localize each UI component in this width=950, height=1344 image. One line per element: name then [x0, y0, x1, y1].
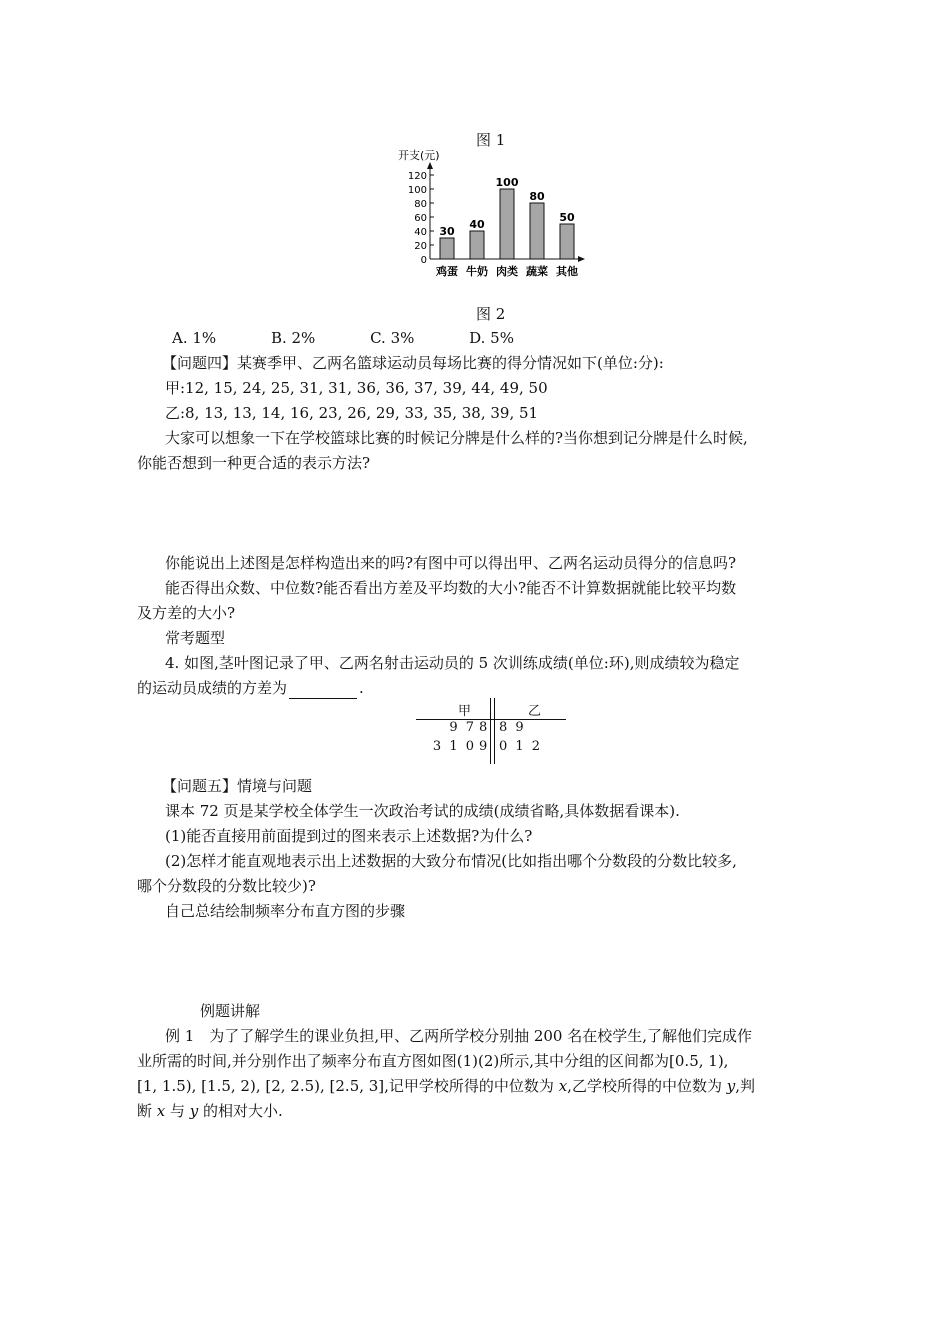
option-a[interactable]: A. 1% — [172, 329, 217, 347]
figure-2-caption: 图 2 — [476, 305, 506, 323]
x-axis-arrow — [578, 256, 585, 262]
variable-x: x — [156, 1102, 166, 1120]
scores-yi: 乙:8, 13, 13, 14, 16, 23, 26, 29, 33, 35, 38, 39, 51 — [165, 404, 539, 422]
variable-x: x — [558, 1077, 568, 1095]
text-run: ,判 — [735, 1077, 755, 1095]
leaf-left-row-2: 3 1 0 — [432, 739, 476, 754]
exercise-4-line2 — [137, 677, 364, 699]
paragraph-line: 自己总结绘制频率分布直方图的步骤 — [165, 902, 406, 920]
text-run: 断 — [137, 1102, 157, 1120]
example-1-line2: 业所需的时间,并分别作出了频率分布直方图如图(1)(2)所示,其中分组的区间都为[0.5, 1), — [137, 1052, 729, 1070]
bar — [500, 189, 514, 259]
section-heading: 常考题型 — [165, 629, 226, 647]
y-axis-label: 开支(元) — [398, 149, 440, 162]
bar — [560, 224, 574, 259]
y-tick-label: 40 — [414, 227, 427, 238]
variable-y: y — [726, 1077, 736, 1095]
figure-1-caption: 图 1 — [476, 131, 506, 149]
example-1-line3 — [137, 1075, 755, 1097]
y-axis-arrow — [427, 162, 433, 169]
y-tick-label: 60 — [414, 213, 427, 224]
bar — [470, 231, 484, 259]
stem-leaf-plot — [416, 698, 566, 764]
right-header: 乙 — [528, 704, 542, 719]
category-label: 蔬菜 — [526, 265, 548, 278]
y-tick-label: 100 — [407, 185, 427, 196]
option-d[interactable]: D. 5% — [469, 329, 514, 347]
variable-y: y — [189, 1102, 199, 1120]
paragraph-line: 哪个分数段的分数比较少)? — [137, 877, 316, 895]
exercise-4-line1: 4. 如图,茎叶图记录了甲、乙两名射击运动员的 5 次训练成绩(单位:环),则成绩较为稳定 — [165, 654, 740, 672]
answer-options — [172, 327, 564, 349]
option-b[interactable]: B. 2% — [270, 329, 316, 347]
option-c[interactable]: C. 3% — [370, 329, 415, 347]
example-heading: 例题讲解 — [200, 1002, 261, 1020]
category-label: 鸡蛋 — [436, 265, 458, 278]
data-label: 40 — [469, 218, 485, 231]
paragraph-line: 课本 72 页是某学校全体学生一次政治考试的成绩(成绩省略,具体数据看课本). — [165, 802, 680, 820]
stem-row-1: 8 — [479, 720, 488, 735]
answer-blank[interactable] — [289, 682, 357, 699]
paragraph-line: 你能说出上述图是怎样构造出来的吗?有图中可以得出甲、乙两名运动员得分的信息吗? — [165, 554, 737, 572]
paragraph-line: 大家可以想象一下在学校篮球比赛的时候记分牌是什么样的?当你想到记分牌是什么时候, — [165, 429, 748, 447]
data-label: 80 — [529, 190, 545, 203]
y-tick-label: 0 — [420, 255, 427, 266]
leaf-right-row-1: 8 9 — [499, 720, 526, 735]
question-5-title: 【问题五】情境与问题 — [162, 777, 313, 795]
exercise-4-text: 的运动员成绩的方差为 — [137, 679, 288, 697]
y-tick-label: 120 — [407, 171, 427, 182]
bar — [530, 203, 544, 259]
bar — [440, 238, 454, 259]
example-1-line4 — [137, 1100, 283, 1122]
data-label: 50 — [559, 211, 575, 224]
text-run: 与 — [165, 1102, 190, 1120]
leaf-left-row-1: 9 7 — [449, 720, 476, 735]
data-label: 100 — [495, 176, 519, 189]
paragraph-line: 你能否想到一种更合适的表示方法? — [137, 454, 371, 472]
category-label: 肉类 — [496, 265, 518, 278]
data-label: 30 — [439, 225, 455, 238]
exercise-4-period: . — [359, 679, 364, 697]
paragraph-line: (1)能否直接用前面提到过的图来表示上述数据?为什么? — [165, 827, 533, 845]
scores-jia: 甲:12, 15, 24, 25, 31, 31, 36, 36, 37, 39, 44, 49, 50 — [165, 379, 548, 397]
paragraph-line: (2)怎样才能直观地表示出上述数据的大致分布情况(比如指出哪个分数段的分数比较多, — [165, 852, 737, 870]
category-label: 牛奶 — [466, 265, 488, 278]
paragraph-line: 能否得出众数、中位数?能否看出方差及平均数的大小?能否不计算数据就能比较平均数 — [165, 579, 737, 597]
paragraph-line: 及方差的大小? — [137, 604, 236, 622]
example-1-line1: 例 1 为了了解学生的课业负担,甲、乙两所学校分别抽 200 名在校学生,了解他们完成作 — [165, 1027, 753, 1045]
question-4-title: 【问题四】某赛季甲、乙两名篮球运动员每场比赛的得分情况如下(单位:分): — [162, 354, 664, 372]
left-header: 甲 — [458, 704, 472, 719]
leaf-right-row-2: 0 1 2 — [499, 739, 543, 754]
text-run: ,乙学校所得的中位数为 — [567, 1077, 727, 1095]
y-tick-label: 80 — [414, 199, 427, 210]
text-run: [1, 1.5), [1.5, 2), [2, 2.5), [2.5, 3],记甲学校所得的中位数为 — [137, 1077, 559, 1095]
category-label: 其他 — [556, 265, 578, 278]
text-run: 的相对大小. — [198, 1102, 283, 1120]
bar-chart — [390, 145, 590, 285]
stem-row-2: 9 — [479, 739, 488, 754]
y-tick-label: 20 — [414, 241, 427, 252]
